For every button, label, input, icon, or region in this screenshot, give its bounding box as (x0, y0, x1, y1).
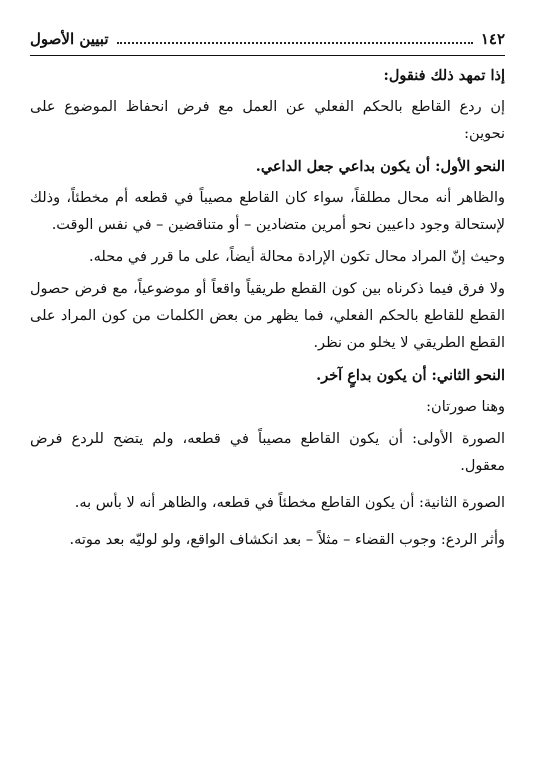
book-title: تبيين الأصول (30, 30, 109, 48)
page-number: ١٤٢ (480, 30, 505, 48)
page-body (30, 62, 505, 559)
header-dot-leader (117, 34, 473, 44)
paragraph: الصورة الأولى: أن يكون القاطع مصيباً في قطعه، ولم يتضح للردع فرض معقول. (30, 431, 505, 474)
paragraph: وأثر الردع: وجوب القضاء – مثلاً – بعد انكشاف الواقع، ولو لوليّه بعد موته. (69, 532, 505, 548)
paragraph: والظاهر أنه محال مطلقاً، سواء كان القاطع مصيباً في قطعه أم مخطئاً، وذلك لإستحالة وجود داعيين نحو أمرين متضادين – أو متناقضين – في نفس الوقت. (30, 190, 505, 233)
heading-first-manner: النحو الأول: أن يكون بداعي جعل الداعي. (255, 158, 505, 175)
paragraph: إن ردع القاطع بالحكم الفعلي عن العمل مع فرض انحفاظ الموضوع على نحوين: (30, 99, 505, 142)
paragraph-intro: إذا تمهد ذلك فنقول: (383, 67, 505, 84)
paragraph: ولا فرق فيما ذكرناه بين كون القطع طريقياً واقعاً أو موضوعياً، مع فرض حصول القطع للقاطع بالحكم الفعلي، فما يظهر من بعض الكلمات من كون المراد على القطع الطريقي لا يخلو من نظر. (30, 281, 505, 351)
running-header (30, 26, 505, 52)
paragraph: وحيث إنّ المراد محال تكون الإرادة محالة أيضاً، على ما قرر في محله. (89, 249, 505, 265)
paragraph: الصورة الثانية: أن يكون القاطع مخطئاً في قطعه، والظاهر أنه لا بأس به. (74, 495, 505, 511)
paragraph: وهنا صورتان: (426, 399, 505, 415)
heading-second-manner: النحو الثاني: أن يكون بداعٍ آخر. (316, 367, 505, 384)
header-rule (30, 55, 505, 56)
